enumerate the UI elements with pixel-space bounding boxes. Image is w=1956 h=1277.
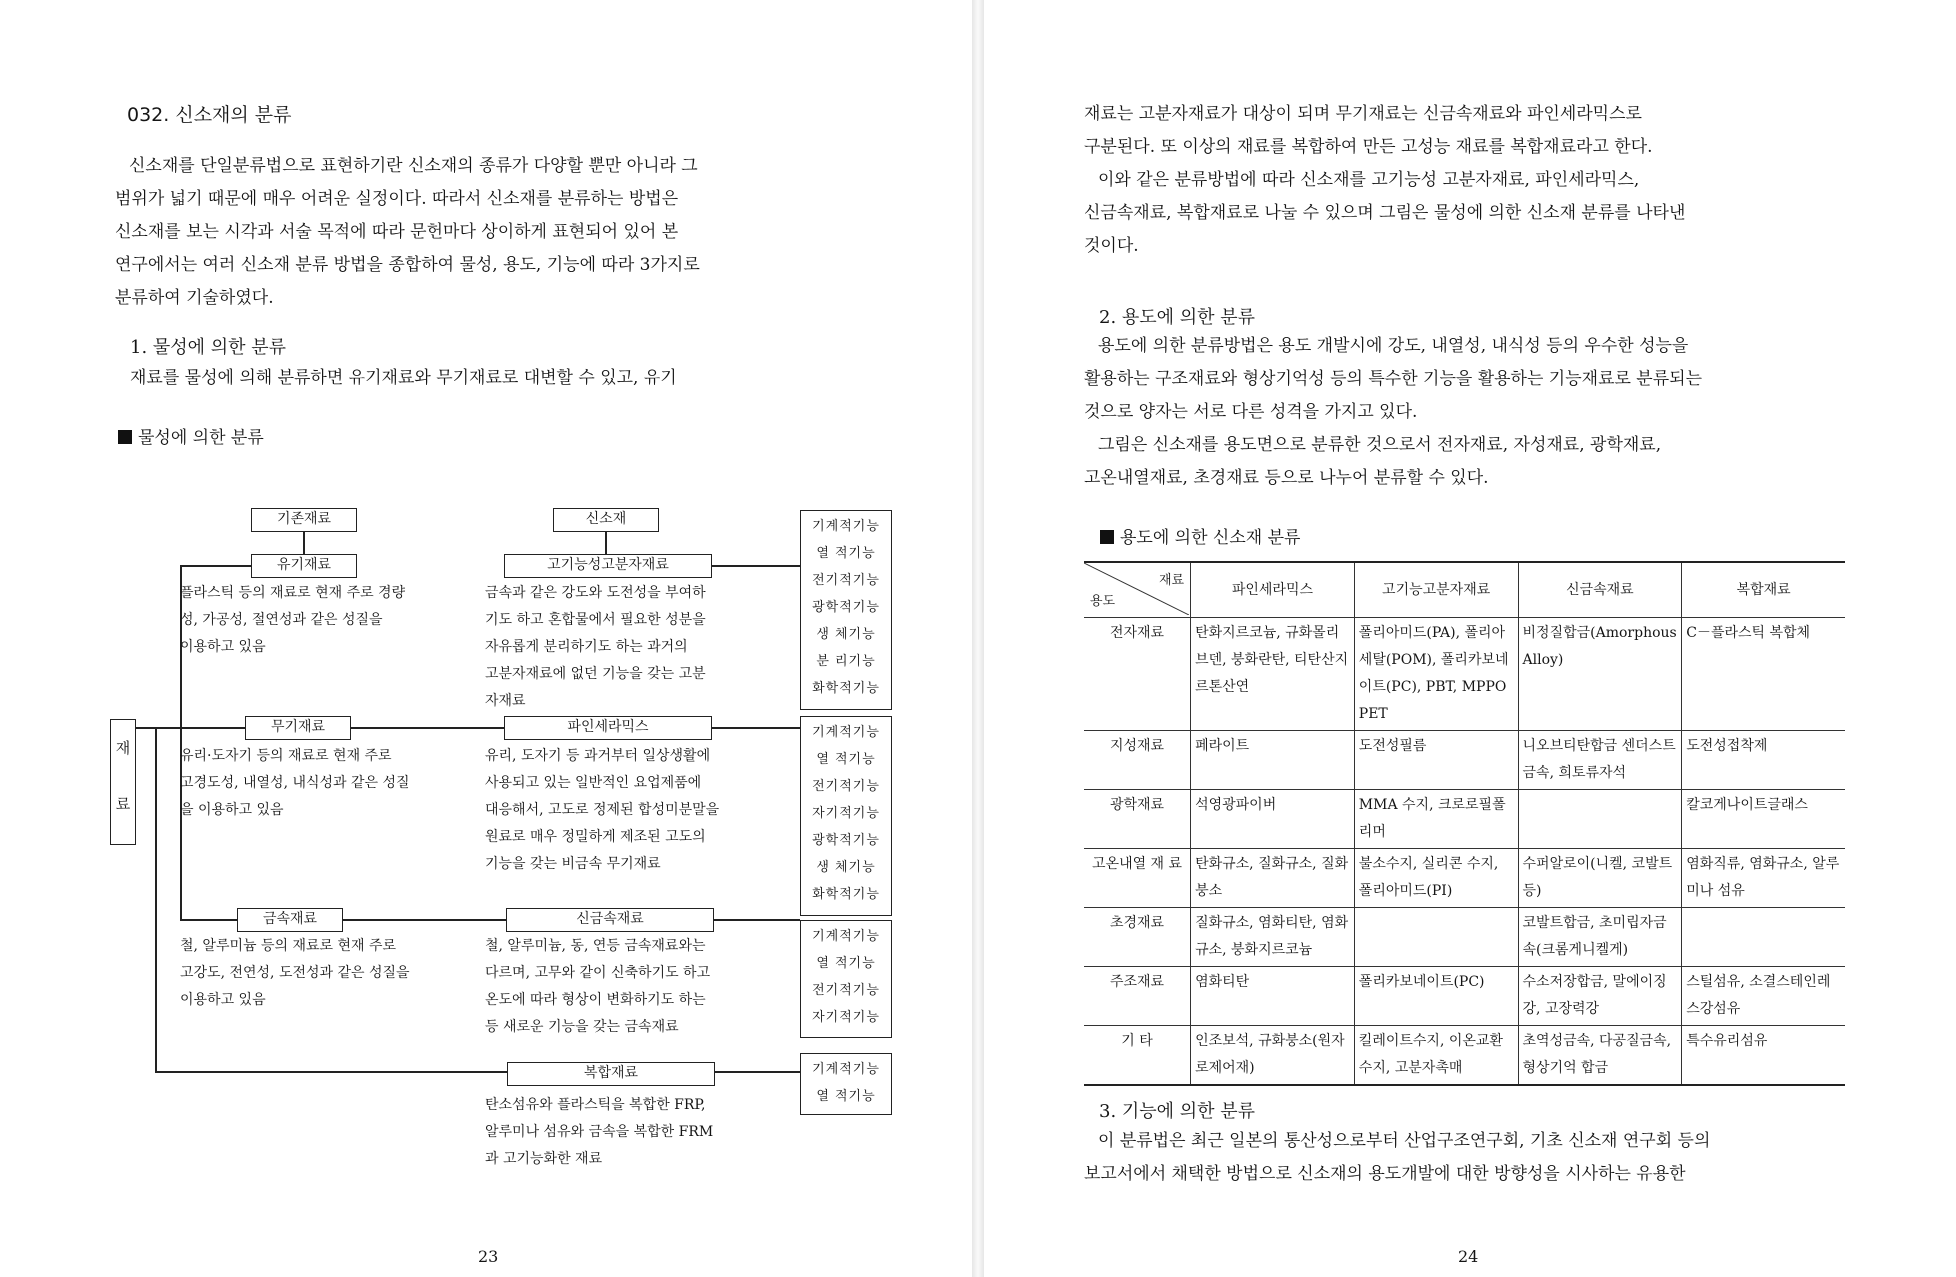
table-cell: 탄화규소, 질화규소, 질화붕소 <box>1191 849 1355 908</box>
desc-line: 고경도성, 내열성, 내식성과 같은 성질 <box>180 775 410 791</box>
desc-line: 사용되고 있는 일반적인 요업제품에 <box>485 775 702 791</box>
intro-line: 분류하여 기술하였다. <box>115 288 274 308</box>
desc-line: 을 이용하고 있음 <box>180 802 284 818</box>
subsection-1-line: 재료를 물성에 의해 분류하면 유기재료와 무기재료로 대변할 수 있고, 유기 <box>130 368 677 388</box>
usage-classification-table <box>1084 561 1845 1086</box>
desc-line: 플라스틱 등의 재료로 현재 주로 경량 <box>180 585 406 601</box>
intro-line: 범위가 넓기 때문에 매우 어려운 실정이다. 따라서 신소재를 분류하는 방법은 <box>115 189 679 209</box>
connector-line <box>136 727 180 729</box>
table-cell: 초역성금속, 다공질금속, 형상기억 합금 <box>1518 1026 1682 1086</box>
desc-line: 고분자재료에 없던 기능을 갖는 고분 <box>485 666 706 682</box>
table-cell: 도전성필름 <box>1354 731 1518 790</box>
subsection-1-text <box>130 362 830 395</box>
connector-line <box>715 1071 800 1073</box>
table-cell: 칼코게나이트글래스 <box>1682 790 1845 849</box>
desc-line: 유리·도자기 등의 재료로 현재 주로 <box>180 748 392 764</box>
table-caption-text: 용도에 의한 신소재 분류 <box>1120 528 1301 548</box>
table-cell: 킬레이트수지, 이온교환수지, 고분자촉매 <box>1354 1026 1518 1086</box>
square-bullet-icon <box>1100 530 1114 544</box>
function-item: 분 리기능 <box>816 654 876 669</box>
row-header: 기 타 <box>1084 1026 1191 1086</box>
table-cell <box>1354 908 1518 967</box>
table-row <box>1084 618 1845 731</box>
text-line: 신금속재료, 복합재료로 나눌 수 있으며 그림은 물성에 의한 신소재 분류를 나타낸 <box>1084 203 1686 223</box>
row-header: 지성재료 <box>1084 731 1191 790</box>
table-cell: 비정질합금(Amorphous Alloy) <box>1518 618 1682 731</box>
table-row <box>1084 967 1845 1026</box>
table-header-row <box>1084 562 1845 618</box>
composite-desc <box>485 1092 785 1173</box>
desc-line: 탄소섬유와 플라스틱을 복합한 FRP, <box>485 1097 706 1113</box>
text-line: 구분된다. 또 이상의 재료를 복합하여 만든 고성능 재료를 복합재료라고 한다. <box>1084 137 1653 157</box>
table-cell: 염화티탄 <box>1191 967 1355 1026</box>
book-gutter <box>972 0 984 1277</box>
table-cell: 도전성접착제 <box>1682 731 1845 790</box>
connector-line <box>351 727 504 729</box>
table-row <box>1084 731 1845 790</box>
table-cell: C－플라스틱 복합체 <box>1682 618 1845 731</box>
function-item: 자기적기능 <box>812 806 880 821</box>
table-cell <box>1682 908 1845 967</box>
connector-line <box>303 532 305 554</box>
function-item: 기계적기능 <box>812 929 880 944</box>
row-header: 전자재료 <box>1084 618 1191 731</box>
table-cell: 스틸섬유, 소결스테인레스강섬유 <box>1682 967 1845 1026</box>
table-cell: 수퍼알로이(니켈, 코발트 등) <box>1518 849 1682 908</box>
desc-line: 자재료 <box>485 693 526 709</box>
connector-line <box>714 919 800 921</box>
table-cell: 코발트합금, 초미립자금속(크롬게니켈게) <box>1518 908 1682 967</box>
table-caption <box>1100 523 1300 548</box>
composite-materials-box: 복합재료 <box>507 1062 715 1086</box>
function-item: 생 체기능 <box>816 860 876 875</box>
desc-line: 등 새로운 기능을 갖는 금속재료 <box>485 1019 679 1035</box>
table-row <box>1084 1026 1845 1086</box>
desc-line: 기능을 갖는 비금속 무기재료 <box>485 856 661 872</box>
table-cell: 페라이트 <box>1191 731 1355 790</box>
corner-bottom-label: 용도 <box>1090 594 1116 609</box>
table-corner-cell <box>1084 562 1191 618</box>
page-number: 23 <box>478 1247 499 1266</box>
fine-ceramics-box: 파인세라믹스 <box>504 716 712 740</box>
metal-materials-box: 금속재료 <box>237 908 343 932</box>
desc-line: 성, 가공성, 절연성과 같은 성질을 <box>180 612 383 628</box>
page-number: 24 <box>1458 1247 1479 1266</box>
desc-line: 알루미나 섬유와 금속을 복합한 FRM <box>485 1124 714 1140</box>
text-line: 것으로 양자는 서로 다른 성격을 가지고 있다. <box>1084 402 1418 422</box>
organic-desc <box>180 580 470 661</box>
table-row <box>1084 849 1845 908</box>
function-box-2 <box>800 716 892 916</box>
section-title: 032. 신소재의 분류 <box>127 104 292 126</box>
subsection-2-title: 2. 용도에 의한 분류 <box>1099 307 1256 328</box>
function-item: 광학적기능 <box>812 833 880 848</box>
function-item: 화학적기능 <box>812 681 880 696</box>
desc-line: 고강도, 전연성, 도전성과 같은 성질을 <box>180 965 410 981</box>
desc-line: 온도에 따라 형상이 변화하기도 하는 <box>485 992 706 1008</box>
table-cell: 니오브티탄합금 센더스트금속, 희토류자석 <box>1518 731 1682 790</box>
square-bullet-icon <box>118 430 132 444</box>
table-row <box>1084 908 1845 967</box>
desc-line: 철, 알루미늄, 동, 연등 금속재료와는 <box>485 938 706 954</box>
table-cell: 수소저장합금, 말에이징강, 고장력강 <box>1518 967 1682 1026</box>
function-box-4 <box>800 1053 892 1115</box>
connector-line <box>343 919 506 921</box>
function-item: 열 적기능 <box>816 956 876 971</box>
continued-paragraph <box>1084 98 1844 263</box>
connector-line <box>155 1071 507 1073</box>
connector-line <box>712 727 800 729</box>
intro-paragraph <box>115 150 830 315</box>
column-header: 복합재료 <box>1682 562 1845 618</box>
desc-line: 철, 알루미늄 등의 재료로 현재 주로 <box>180 938 397 954</box>
table-cell: 질화규소, 염화티탄, 염화규소, 붕화지르코늄 <box>1191 908 1355 967</box>
function-box-3 <box>800 920 892 1038</box>
connector-line <box>605 532 607 554</box>
intro-line: 신소재를 보는 시각과 서술 목적에 따라 문헌마다 상이하게 표현되어 있어 본 <box>115 222 679 242</box>
row-header: 주조재료 <box>1084 967 1191 1026</box>
function-item: 전기적기능 <box>812 573 880 588</box>
table-body <box>1084 618 1845 1086</box>
text-line: 이와 같은 분류방법에 따라 신소재를 고기능성 고분자재료, 파인세라믹스, <box>1098 170 1640 190</box>
desc-line: 유리, 도자기 등 과거부터 일상생활에 <box>485 748 711 764</box>
function-item: 기계적기능 <box>812 519 880 534</box>
function-item: 열 적기능 <box>816 546 876 561</box>
table-cell: MMA 수지, 크로로필폴리머 <box>1354 790 1518 849</box>
subsection-1-title: 1. 물성에 의한 분류 <box>130 337 287 358</box>
new-materials-box: 신소재 <box>553 508 659 532</box>
text-line: 활용하는 구조재료와 형상기억성 등의 특수한 기능을 활용하는 기능재료로 분류되는 <box>1084 369 1702 389</box>
left-page <box>0 0 972 1277</box>
materials-root-box <box>110 719 136 845</box>
table-cell: 폴리카보네이트(PC) <box>1354 967 1518 1026</box>
intro-line: 신소재를 단일분류법으로 표현하기란 신소재의 종류가 다양할 뿐만 아니라 그 <box>129 156 698 176</box>
desc-line: 금속과 같은 강도와 도전성을 부여하 <box>485 585 706 601</box>
subsection-3-title: 3. 기능에 의한 분류 <box>1099 1101 1256 1122</box>
connector-line <box>180 727 245 729</box>
table-cell: 석영광파이버 <box>1191 790 1355 849</box>
table-cell: 인조보석, 규화붕소(원자로제어재) <box>1191 1026 1355 1086</box>
table-cell: 탄화지르코늄, 규화몰리브덴, 붕화란탄, 티탄산지르톤산연 <box>1191 618 1355 731</box>
text-line: 이 분류법은 최근 일본의 통산성으로부터 산업구조연구회, 기초 신소재 연구회 등의 <box>1098 1131 1711 1151</box>
inorganic-materials-box: 무기재료 <box>245 716 351 740</box>
connector-line <box>712 565 800 567</box>
function-item: 생 체기능 <box>816 627 876 642</box>
corner-top-label: 재료 <box>1158 573 1185 588</box>
function-item: 기계적기능 <box>812 1062 880 1077</box>
text-line: 보고서에서 채택한 방법으로 신소재의 용도개발에 대한 방향성을 시사하는 유용한 <box>1084 1164 1686 1184</box>
new-metal-desc <box>485 933 785 1041</box>
function-item: 열 적기능 <box>816 752 876 767</box>
row-header: 광학재료 <box>1084 790 1191 849</box>
polymer-desc <box>485 580 775 715</box>
column-header: 파인세라믹스 <box>1191 562 1355 618</box>
table-cell: 폴리아미드(PA), 폴리아세탈(POM), 폴리카보네이트(PC), PBT, MPPO PET <box>1354 618 1518 731</box>
desc-line: 원료로 매우 정밀하게 제조된 고도의 <box>485 829 706 845</box>
desc-line: 대응해서, 고도로 정제된 합성미분말을 <box>485 802 720 818</box>
function-item: 화학적기능 <box>812 887 880 902</box>
organic-materials-box: 유기재료 <box>251 554 357 578</box>
function-item: 전기적기능 <box>812 983 880 998</box>
desc-line: 이용하고 있음 <box>180 992 266 1008</box>
root-char: 재 <box>115 739 131 757</box>
table-cell: 불소수지, 실리콘 수지, 폴리아미드(PI) <box>1354 849 1518 908</box>
desc-line: 기도 하고 혼합물에서 필요한 성분을 <box>485 612 706 628</box>
existing-materials-box: 기존재료 <box>251 508 357 532</box>
ceramics-desc <box>485 743 785 878</box>
inorganic-desc <box>180 743 480 824</box>
new-metal-box: 신금속재료 <box>506 908 714 932</box>
row-header: 초경재료 <box>1084 908 1191 967</box>
connector-line <box>180 919 237 921</box>
table-cell: 염화직류, 염화규소, 알루미나 섬유 <box>1682 849 1845 908</box>
figure-caption-text: 물성에 의한 분류 <box>138 428 264 448</box>
function-item: 열 적기능 <box>816 1089 876 1104</box>
table-cell: 특수유리섬유 <box>1682 1026 1845 1086</box>
text-line: 용도에 의한 분류방법은 용도 개발시에 강도, 내열성, 내식성 등의 우수한 성능을 <box>1098 336 1689 356</box>
desc-line: 자유롭게 분리하기도 하는 과거의 <box>485 639 688 655</box>
metal-desc <box>180 933 480 1014</box>
column-header: 신금속재료 <box>1518 562 1682 618</box>
intro-line: 연구에서는 여러 신소재 분류 방법을 종합하여 물성, 용도, 기능에 따라 3가지로 <box>115 255 700 275</box>
table-cell <box>1518 790 1682 849</box>
function-box-1 <box>800 510 892 710</box>
polymer-materials-box: 고기능성고분자재료 <box>504 554 712 578</box>
text-line: 그림은 신소재를 용도면으로 분류한 것으로서 전자재료, 자성재료, 광학재료, <box>1098 435 1662 455</box>
desc-line: 다르며, 고무와 같이 신축하기도 하고 <box>485 965 711 981</box>
text-line: 것이다. <box>1084 236 1139 256</box>
subsection-2-text <box>1084 330 1844 495</box>
function-item: 기계적기능 <box>812 725 880 740</box>
figure-caption <box>118 423 264 448</box>
function-item: 광학적기능 <box>812 600 880 615</box>
function-item: 전기적기능 <box>812 779 880 794</box>
text-line: 고온내열재료, 초경재료 등으로 나누어 분류할 수 있다. <box>1084 468 1489 488</box>
row-header: 고온내열 재 료 <box>1084 849 1191 908</box>
function-item: 자기적기능 <box>812 1010 880 1025</box>
text-line: 재료는 고분자재료가 대상이 되며 무기재료는 신금속재료와 파인세라믹스로 <box>1084 104 1642 124</box>
connector-line <box>155 727 157 1072</box>
desc-line: 이용하고 있음 <box>180 639 266 655</box>
desc-line: 과 고기능화한 재료 <box>485 1151 603 1167</box>
column-header: 고기능고분자재료 <box>1354 562 1518 618</box>
connector-line <box>180 565 251 567</box>
table-row <box>1084 790 1845 849</box>
subsection-3-text <box>1084 1125 1844 1191</box>
root-char: 료 <box>115 795 131 813</box>
